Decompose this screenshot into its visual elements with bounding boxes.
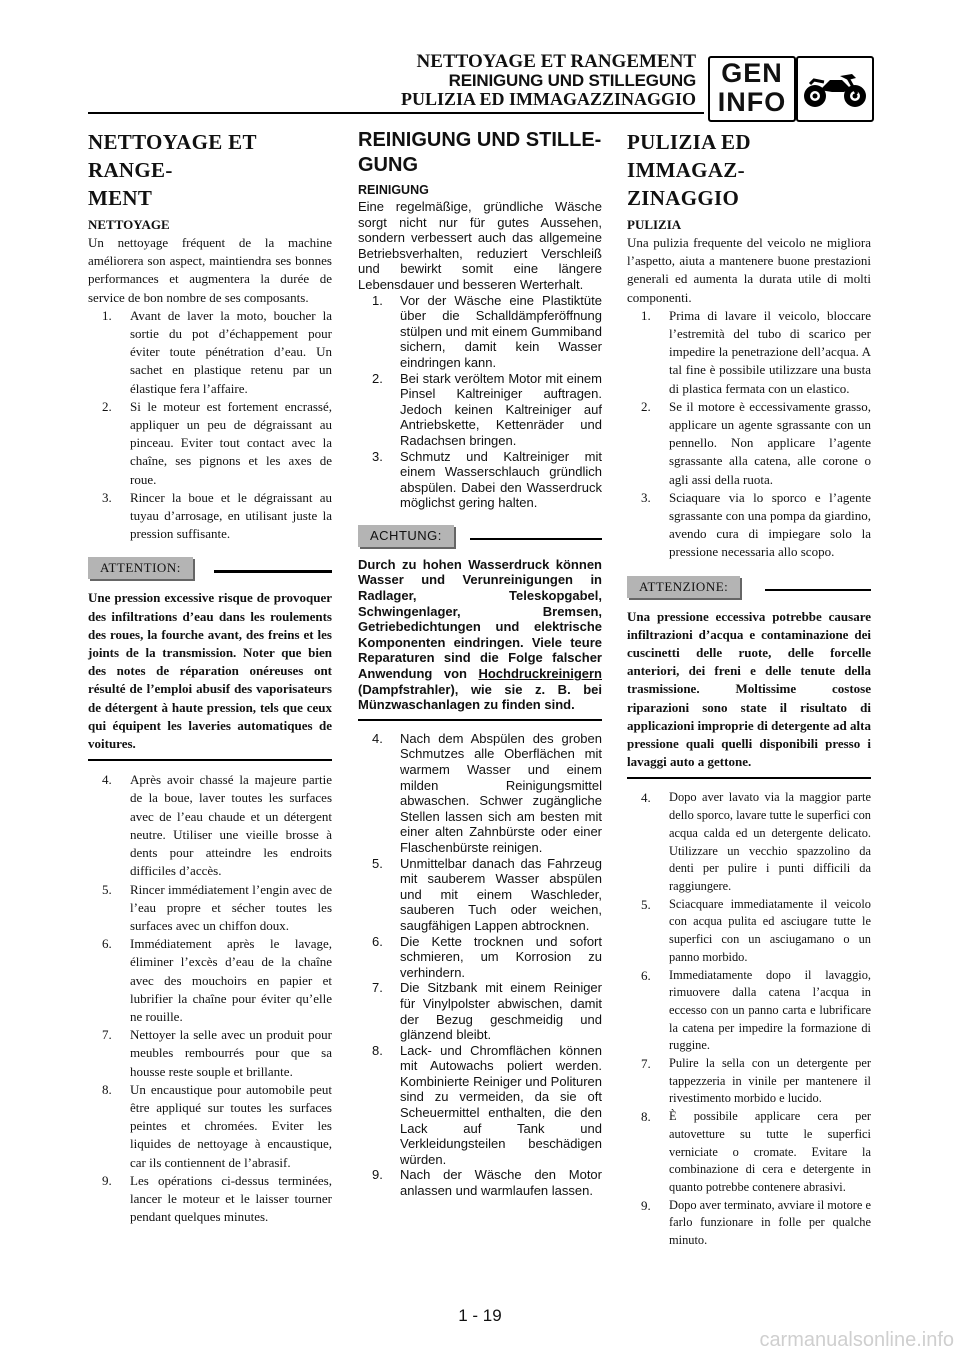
page-number: 1 - 19 [458, 1306, 502, 1325]
list-item [88, 489, 332, 544]
list-item [627, 967, 871, 1056]
step-number: 2. [372, 370, 383, 386]
section-title-fr-line1: NETTOYAGE ET RANGE- [88, 130, 257, 182]
step-number: 6. [102, 936, 112, 952]
caution-header-de [358, 525, 602, 551]
intro-it: Una pulizia frequente del veicolo ne migliora l’aspetto, aiuta a mantenere buone prestazioni generali ed aumenta la durata utile di molti componenti. [627, 235, 871, 305]
caution-text-de [358, 557, 602, 721]
list-item [358, 856, 602, 934]
list-item [88, 771, 332, 880]
step-text: Dopo aver terminato, avviare il motore e farlo funzionare in folle per qualche minuto. [669, 1197, 871, 1248]
caution-label-fr: ATTENTION: [88, 557, 193, 579]
steps-de-a [358, 293, 602, 511]
step-number: 8. [372, 1042, 383, 1058]
step-number: 7. [102, 1027, 112, 1043]
caution-rule [214, 570, 332, 573]
caution-text-it: Una pressione eccessiva potrebbe causare infiltrazioni d’acqua e contaminazione dei cuscinetti delle ruote, delle forcelle anteriori, dei freni e delle tenute della trasmissione. Moltissime costose riparazioni sono state il risultato di applicazioni improprie di detergente ad alta pressione quali quelli disponibili presso i lavaggi auto a gettone. [627, 608, 871, 780]
caution-label-de: ACHTUNG: [358, 525, 454, 547]
caution-text-fr: Une pression excessive risque de provoquer des infiltrations d’eau dans les roulements des roues, la fourche avant, des freins et les joints de la transmission. Noter que bien des notes de réparation onéreuses ont résulté de l’emploi abusif des vaporisateurs de détergent à haute pression, tels que ceux qui équipent les laveries automatiques de voitures. [88, 589, 332, 761]
step-text: Pulire la sella con un detergente per tappezzeria in vinile per mantenere il rivestimento morbido e lucido. [669, 1056, 871, 1106]
section-title-it-line2: ZINAGGIO [627, 186, 740, 210]
list-item [88, 307, 332, 398]
step-text: Nach dem Abspülen des groben Schmutzes alle Oberflächen mit warmem Wasser und einem milden Reinigungsmittel abwaschen. Schwer zugängliche Stellen lassen sich am besten mit einer alten Zahnbürste oder einer Flaschenbürste reinigen. [400, 730, 602, 855]
step-number: 8. [102, 1081, 112, 1097]
step-text: Vor der Wäsche eine Plastiktüte über die Schalldämpferöffnung stülpen und mit einem Gummiband sichern, damit kein Wasser eindringen kann. [400, 292, 602, 370]
subsection-title-it: PULIZIA [627, 217, 682, 232]
section-title-it-line1: PULIZIA ED IMMAGAZ- [627, 130, 751, 182]
list-item [627, 1055, 871, 1108]
column-french [88, 128, 332, 1226]
step-number: 5. [102, 881, 112, 897]
list-item [88, 881, 332, 936]
section-title-it [627, 128, 871, 212]
section-title-de-line1: REINIGUNG UND STILLE- [358, 129, 602, 151]
header-title-fr: NETTOYAGE ET RANGEMENT [416, 51, 696, 72]
step-text: Dopo aver lavato via la maggior parte dello sporco, lavare tutte le superfici con acqua calda ed un detergente delicato. Utilizzare un vecchio spazzolino da denti per pulire i punti difficili da raggiungere. [669, 790, 871, 893]
step-number: 4. [102, 772, 112, 788]
step-number: 2. [102, 398, 112, 414]
section-badge-line2: INFO [717, 87, 787, 117]
step-text: Prima di lavare il veicolo, bloccare l’estremità del tubo di scarico per impedire la penetrazione dell’acqua. A tal fine è possibile utilizzare una busta di plastica fermata con un elastico. [669, 307, 871, 396]
step-text: Un encaustique pour automobile peut être appliqué sur toutes les surfaces peintes et chromées. Eviter les liquides de nettoyage à encaustique, car ils contiennent de l’abrasif. [130, 1081, 332, 1170]
steps-de-b [358, 731, 602, 1199]
caution-header-it [627, 576, 871, 602]
step-number: 1. [102, 307, 112, 323]
step-number: 7. [372, 980, 383, 996]
list-item [358, 980, 602, 1042]
list-item [88, 398, 332, 489]
footer-site-watermark: carmanualsonline.info [759, 1329, 954, 1351]
step-text: È possibile applicare cera per autovetture su tutte le superfici verniciate o cromate. Evitare la combinazione di cera e detergente in quanto potrebbe contenere abrasivi. [669, 1109, 871, 1194]
list-item [627, 398, 871, 489]
step-number: 4. [372, 730, 383, 746]
step-number: 6. [372, 933, 383, 949]
step-number: 6. [641, 967, 651, 983]
list-item [358, 934, 602, 981]
step-number: 3. [102, 489, 112, 505]
list-item [88, 1081, 332, 1172]
step-text: Se il motore è eccessivamente grasso, applicare un agente sgrassante con un pennello. Non applicare l’agente sgrassante alla catena, alle corone o agli assi della ruota. [669, 398, 871, 487]
step-text: Avant de laver la moto, boucher la sortie du pot d’échappement pour éviter toute pénétration d’eau. Un sachet en plastique retenu par un élastique fera l’affaire. [130, 307, 332, 396]
motorcycle-icon [802, 68, 868, 110]
list-item [627, 789, 871, 895]
step-text: Unmittelbar danach das Fahrzeug mit sauberem Wasser abspülen und mit einem Waschleder, sauberen Tuch oder weichen, saugfähigen Lappen abtrocknen. [400, 855, 602, 933]
step-number: 1. [372, 292, 383, 308]
list-item [627, 307, 871, 398]
subsection-title-fr: NETTOYAGE [88, 217, 170, 232]
list-item [88, 1172, 332, 1227]
caution-text-de-underlined: Hochdruckreinigern [478, 666, 602, 682]
list-item [358, 731, 602, 856]
motorcycle-icon-box [796, 56, 874, 122]
step-text: Rincer immédiatement l’engin avec de l’eau propre et sécher toutes les surfaces avec un chiffon doux. [130, 881, 332, 933]
section-badge [708, 56, 796, 122]
step-text: Sciacquare immediatamente il veicolo con acqua pulita ed asciugare tutte le superfici con un asciugamano o un panno morbido. [669, 896, 871, 964]
step-text: Lack- und Chromflächen können mit Autowachs poliert werden. Kombinierte Reiniger und Polituren sind zu vermeiden, da sie oft Scheuermittel enthalten, die den Lack auf Tank und Verkleidungsteilen beschädigen würden. [400, 1042, 602, 1167]
list-item [627, 1197, 871, 1250]
step-text: Si le moteur est fortement encrassé, appliquer un peu de dégraissant au pinceau. Eviter tout contact avec la chaîne, ses pignons et les axes de roue. [130, 398, 332, 487]
header-title-it: PULIZIA ED IMMAGAZZINAGGIO [400, 89, 696, 109]
step-text: Die Sitzbank mit einem Reiniger für Vinylpolster abwischen, damit der Bezug geschmeidig und glänzend bleibt. [400, 980, 602, 1043]
list-item [358, 1043, 602, 1168]
step-text: Rincer la boue et le dégraissant au tuyau d’arrosage, en utilisant juste la pression suffisante. [130, 489, 332, 542]
list-item [627, 896, 871, 967]
caution-label-it: ATTENZIONE: [627, 576, 740, 598]
steps-it-b [627, 789, 871, 1249]
step-number: 9. [102, 1172, 112, 1188]
step-number: 2. [641, 398, 651, 414]
step-number: 3. [372, 448, 383, 464]
list-item [358, 371, 602, 449]
list-item [358, 449, 602, 511]
section-title-de [358, 128, 602, 178]
column-german [358, 128, 602, 1199]
intro-de: Eine regelmäßige, gründliche Wäsche sorgt nicht nur für gutes Aussehen, sondern verbessert auch das allgemeine Betriebsverhalten, reduziert Verschleiß und bewirkt somit eine längere Lebensdauer und besseren Werterhalt. [358, 199, 602, 292]
step-text: Immediatamente dopo il lavaggio, rimuovere dalla catena l’acqua in eccesso con un panno carta e lubrificare la catena per impedire la formazione di ruggine. [669, 967, 871, 1053]
header-title-de: REINIGUNG UND STILLEGUNG [448, 71, 696, 90]
header-rule [88, 112, 704, 114]
list-item [88, 1026, 332, 1081]
column-italian [627, 128, 871, 1250]
steps-fr-b [88, 771, 332, 1226]
steps-it-a [627, 307, 871, 562]
step-number: 5. [372, 855, 383, 871]
step-number: 1. [641, 307, 651, 323]
section-badge-line1: GEN [721, 58, 783, 88]
step-number: 8. [641, 1109, 651, 1125]
list-item [358, 1167, 602, 1198]
step-text: Sciaquare via lo sporco e l’agente sgrassante con una pompa da giardino, avendo cura di impiegare solo la pressione necessaria allo scopo. [669, 489, 871, 560]
header-titles [360, 52, 696, 109]
step-text: Les opérations ci-dessus terminées, lancer le moteur et le laisser tourner pendant quelques minutes. [130, 1172, 332, 1225]
caution-text-de-part1: Durch zu hohen Wasserdruck können Wasser und Verunreinigungen in Radlager, Teleskopgabel, Schwingenlager, Bremsen, Getriebedichtungen und elektrische Komponenten eindringen. Viele teure Reparaturen sind die Folge falscher Anwendung von [358, 556, 602, 682]
step-number: 5. [641, 896, 651, 912]
step-text: Die Kette trocknen und sofort schmieren, um Korrosion zu verhindern. [400, 933, 602, 980]
caution-header-fr [88, 557, 332, 583]
steps-fr-a [88, 307, 332, 544]
section-title-de-line2: GUNG [358, 154, 418, 176]
step-number: 7. [641, 1056, 651, 1072]
list-item [627, 489, 871, 562]
step-text: Immédiatement après le lavage, éliminer l’excès d’eau de la chaîne avec des mouchoirs en papier et lubrifier la chaîne pour éviter qu’elle ne rouille. [130, 936, 332, 1024]
list-item [627, 1108, 871, 1197]
step-text: Bei stark veröltem Motor mit einem Pinsel Kaltreiniger auftragen. Jedoch keinen Kaltreiniger auf Antriebskette, Kettenräder und Radachsen bringen. [400, 370, 602, 448]
step-text: Après avoir chassé la majeure partie de la boue, laver toutes les surfaces avec de l’eau chaude et un détergent neutre. Utiliser une vieille brosse à dents pour atteindre les endroits difficiles d’accès. [130, 772, 332, 879]
caution-rule [470, 538, 602, 541]
step-text: Nach der Wäsche den Motor anlassen und warmlaufen lassen. [400, 1167, 602, 1199]
section-title-fr [88, 128, 332, 212]
list-item [88, 935, 332, 1026]
step-text: Schmutz und Kaltreiniger mit einem Wasserschlauch gründlich abspülen. Dabei den Wasserdruck möglichst gering halten. [400, 448, 602, 511]
step-text: Nettoyer la selle avec un produit pour meubles rembourrés pour que sa housse reste souple et brillante. [130, 1027, 332, 1079]
caution-rule [765, 589, 871, 592]
intro-fr: Un nettoyage fréquent de la machine améliorera son aspect, maintiendra ses bonnes performances et augmentera la durée de service de bon nombre de ses composants. [88, 235, 332, 305]
step-number: 4. [641, 790, 651, 806]
subsection-title-de: REINIGUNG [358, 183, 429, 197]
step-number: 9. [641, 1197, 651, 1213]
step-number: 9. [372, 1167, 383, 1183]
caution-text-de-part2: (Dampfstrahler), wie sie z. B. bei Münzwaschanlagen zu finden sind. [358, 681, 602, 713]
list-item [358, 293, 602, 371]
section-title-fr-line2: MENT [88, 186, 153, 210]
step-number: 3. [641, 489, 651, 505]
